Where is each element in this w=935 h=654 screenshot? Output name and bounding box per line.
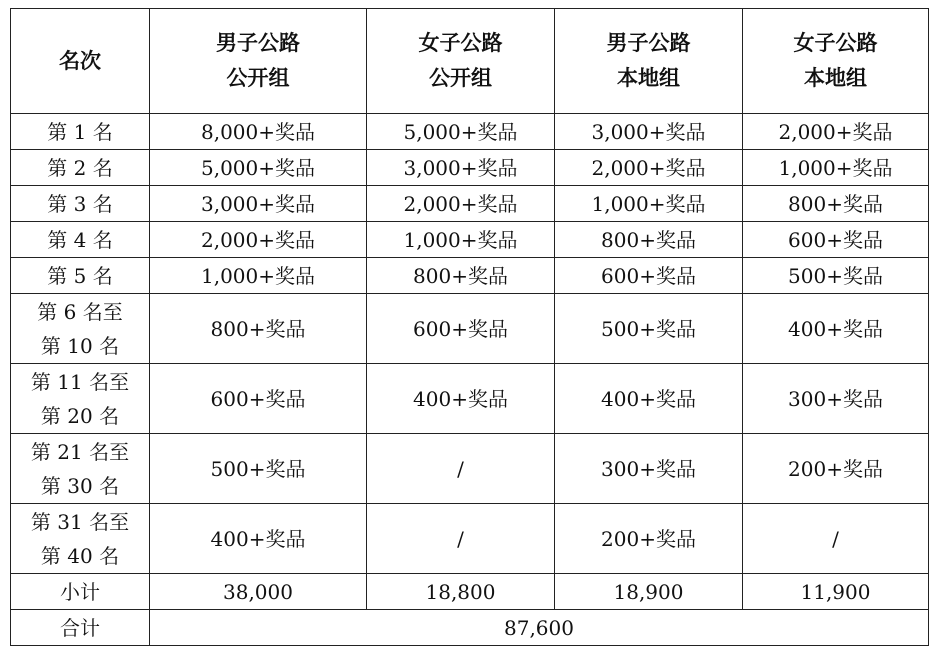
- prize-cell: 1,000+奖品: [743, 150, 929, 186]
- total-row: [11, 610, 929, 646]
- header-women-local: 女子公路 本地组: [743, 9, 929, 114]
- prize-cell: 600+奖品: [150, 364, 367, 434]
- prize-cell: 1,000+奖品: [555, 186, 743, 222]
- header-women-open: 女子公路 公开组: [367, 9, 555, 114]
- prize-cell: 800+奖品: [743, 186, 929, 222]
- table-row: [11, 222, 929, 258]
- prize-cell: 3,000+奖品: [367, 150, 555, 186]
- prize-cell: 400+奖品: [367, 364, 555, 434]
- rank-cell: 第 11 名至 第 20 名: [11, 364, 150, 434]
- rank-cell: 第 6 名至 第 10 名: [11, 294, 150, 364]
- table-row: [11, 114, 929, 150]
- prize-cell: 400+奖品: [150, 504, 367, 574]
- table-row: [11, 294, 929, 364]
- rank-cell: 第 3 名: [11, 186, 150, 222]
- rank-cell: 第 2 名: [11, 150, 150, 186]
- rank-cell: 第 5 名: [11, 258, 150, 294]
- prize-cell: 800+奖品: [555, 222, 743, 258]
- prize-cell: 8,000+奖品: [150, 114, 367, 150]
- prize-cell: 600+奖品: [743, 222, 929, 258]
- prize-cell: 1,000+奖品: [150, 258, 367, 294]
- rank-cell: 第 31 名至 第 40 名: [11, 504, 150, 574]
- prize-cell: 500+奖品: [743, 258, 929, 294]
- prize-cell: /: [367, 434, 555, 504]
- header-rank: 名次: [11, 9, 150, 114]
- table-row: [11, 434, 929, 504]
- prize-cell: 300+奖品: [743, 364, 929, 434]
- subtotal-row: [11, 574, 929, 610]
- table-row: [11, 150, 929, 186]
- prize-cell: 200+奖品: [743, 434, 929, 504]
- prize-cell: 800+奖品: [150, 294, 367, 364]
- prize-cell: /: [743, 504, 929, 574]
- prize-cell: 2,000+奖品: [367, 186, 555, 222]
- prize-cell: 2,000+奖品: [150, 222, 367, 258]
- rank-cell: 第 21 名至 第 30 名: [11, 434, 150, 504]
- subtotal-cell: 38,000: [150, 574, 367, 610]
- prize-cell: 500+奖品: [555, 294, 743, 364]
- prize-cell: /: [367, 504, 555, 574]
- table-row: [11, 186, 929, 222]
- total-value: 87,600: [150, 610, 929, 646]
- prize-cell: 400+奖品: [743, 294, 929, 364]
- header-men-open: 男子公路 公开组: [150, 9, 367, 114]
- table-row: [11, 258, 929, 294]
- rank-cell: 第 1 名: [11, 114, 150, 150]
- prize-cell: 500+奖品: [150, 434, 367, 504]
- subtotal-label: 小计: [11, 574, 150, 610]
- prize-cell: 5,000+奖品: [150, 150, 367, 186]
- prize-cell: 600+奖品: [555, 258, 743, 294]
- prize-cell: 5,000+奖品: [367, 114, 555, 150]
- prize-cell: 200+奖品: [555, 504, 743, 574]
- prize-cell: 300+奖品: [555, 434, 743, 504]
- prize-cell: 2,000+奖品: [555, 150, 743, 186]
- subtotal-cell: 18,900: [555, 574, 743, 610]
- table-header-row: [11, 9, 929, 114]
- subtotal-cell: 11,900: [743, 574, 929, 610]
- table-row: [11, 504, 929, 574]
- prize-cell: 2,000+奖品: [743, 114, 929, 150]
- prize-cell: 1,000+奖品: [367, 222, 555, 258]
- total-label: 合计: [11, 610, 150, 646]
- prize-cell: 3,000+奖品: [150, 186, 367, 222]
- prize-cell: 3,000+奖品: [555, 114, 743, 150]
- rank-cell: 第 4 名: [11, 222, 150, 258]
- subtotal-cell: 18,800: [367, 574, 555, 610]
- header-men-local: 男子公路 本地组: [555, 9, 743, 114]
- prize-cell: 400+奖品: [555, 364, 743, 434]
- prize-cell: 800+奖品: [367, 258, 555, 294]
- prize-table: [10, 8, 929, 646]
- table-row: [11, 364, 929, 434]
- prize-cell: 600+奖品: [367, 294, 555, 364]
